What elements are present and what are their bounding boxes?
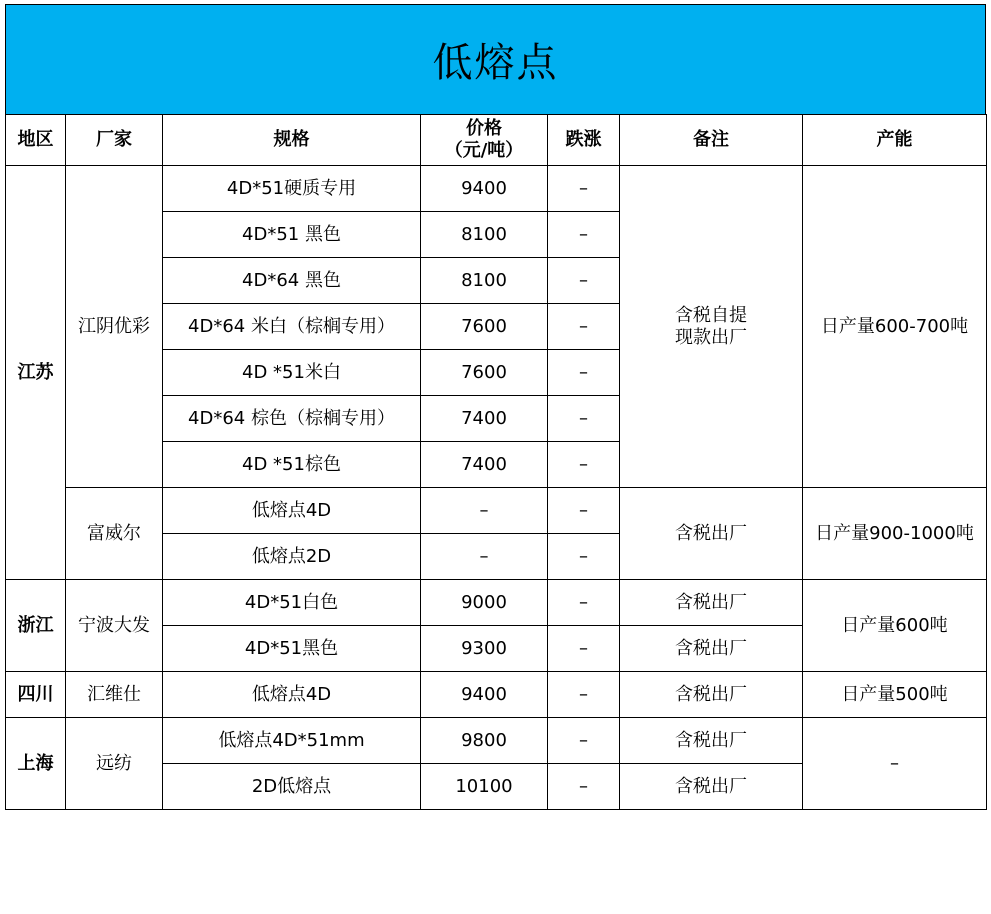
change-cell: –: [548, 488, 620, 534]
maker-cell: 汇维仕: [66, 672, 163, 718]
header-maker: 厂家: [66, 115, 163, 166]
note-line: 现款出厂: [675, 326, 747, 348]
spec-cell: 4D*64 米白（棕榈专用）: [163, 304, 421, 350]
capacity-cell: 日产量900-1000吨: [803, 488, 987, 580]
change-cell: –: [548, 396, 620, 442]
spec-cell: 低熔点4D: [163, 488, 421, 534]
price-cell: 7600: [421, 350, 548, 396]
table-row: [6, 488, 987, 534]
capacity-cell: 日产量600吨: [803, 580, 987, 672]
price-cell: –: [421, 488, 548, 534]
change-cell: –: [548, 580, 620, 626]
change-cell: –: [548, 304, 620, 350]
price-cell: 9000: [421, 580, 548, 626]
maker-cell: 江阴优彩: [66, 166, 163, 488]
price-cell: 7600: [421, 304, 548, 350]
capacity-cell: 日产量600-700吨: [803, 166, 987, 488]
spec-cell: 低熔点4D: [163, 672, 421, 718]
spec-cell: 4D*51黑色: [163, 626, 421, 672]
spec-cell: 4D*64 黑色: [163, 258, 421, 304]
price-cell: –: [421, 534, 548, 580]
change-cell: –: [548, 718, 620, 764]
maker-cell: 宁波大发: [66, 580, 163, 672]
price-cell: 9800: [421, 718, 548, 764]
note-cell: 含税出厂: [620, 672, 803, 718]
note-cell: 含税出厂: [620, 488, 803, 580]
note-cell: [620, 166, 803, 488]
header-note: 备注: [620, 115, 803, 166]
capacity-cell: –: [803, 718, 987, 810]
header-price-unit: （元/吨）: [444, 140, 524, 161]
change-cell: –: [548, 350, 620, 396]
spec-cell: 2D低熔点: [163, 764, 421, 810]
header-region: 地区: [6, 115, 66, 166]
header-change: 跌涨: [548, 115, 620, 166]
region-cell: 江苏: [6, 166, 66, 580]
change-cell: –: [548, 166, 620, 212]
spec-cell: 4D*51 黑色: [163, 212, 421, 258]
spec-cell: 低熔点2D: [163, 534, 421, 580]
change-cell: –: [548, 672, 620, 718]
price-cell: 10100: [421, 764, 548, 810]
spec-cell: 4D *51棕色: [163, 442, 421, 488]
table-row: [6, 166, 987, 212]
spec-cell: 4D*51硬质专用: [163, 166, 421, 212]
note-line: 含税自提: [675, 304, 747, 326]
region-cell: 浙江: [6, 580, 66, 672]
table-row: [6, 718, 987, 764]
price-cell: 8100: [421, 258, 548, 304]
spec-cell: 4D*51白色: [163, 580, 421, 626]
change-cell: –: [548, 764, 620, 810]
title-banner: [5, 4, 986, 115]
price-cell: 7400: [421, 396, 548, 442]
spec-cell: 低熔点4D*51mm: [163, 718, 421, 764]
price-cell: 9400: [421, 166, 548, 212]
price-cell: 8100: [421, 212, 548, 258]
header-capacity: 产能: [803, 115, 987, 166]
change-cell: –: [548, 442, 620, 488]
capacity-cell: 日产量500吨: [803, 672, 987, 718]
table-row: [6, 672, 987, 718]
change-cell: –: [548, 212, 620, 258]
page-title: 低熔点: [432, 40, 559, 86]
header-spec: 规格: [163, 115, 421, 166]
price-cell: 9300: [421, 626, 548, 672]
region-cell: 四川: [6, 672, 66, 718]
price-cell: 9400: [421, 672, 548, 718]
change-cell: –: [548, 258, 620, 304]
change-cell: –: [548, 534, 620, 580]
note-cell: 含税出厂: [620, 764, 803, 810]
maker-cell: 富威尔: [66, 488, 163, 580]
spec-cell: 4D*64 棕色（棕榈专用）: [163, 396, 421, 442]
header-price-label: 价格: [466, 118, 502, 140]
price-cell: 7400: [421, 442, 548, 488]
maker-cell: 远纺: [66, 718, 163, 810]
note-cell: 含税出厂: [620, 718, 803, 764]
note-cell: 含税出厂: [620, 626, 803, 672]
price-table: [5, 114, 987, 810]
change-cell: –: [548, 626, 620, 672]
table-header-row: [6, 115, 987, 166]
spec-cell: 4D *51米白: [163, 350, 421, 396]
header-price: [421, 115, 548, 166]
note-cell: 含税出厂: [620, 580, 803, 626]
region-cell: 上海: [6, 718, 66, 810]
table-row: [6, 580, 987, 626]
